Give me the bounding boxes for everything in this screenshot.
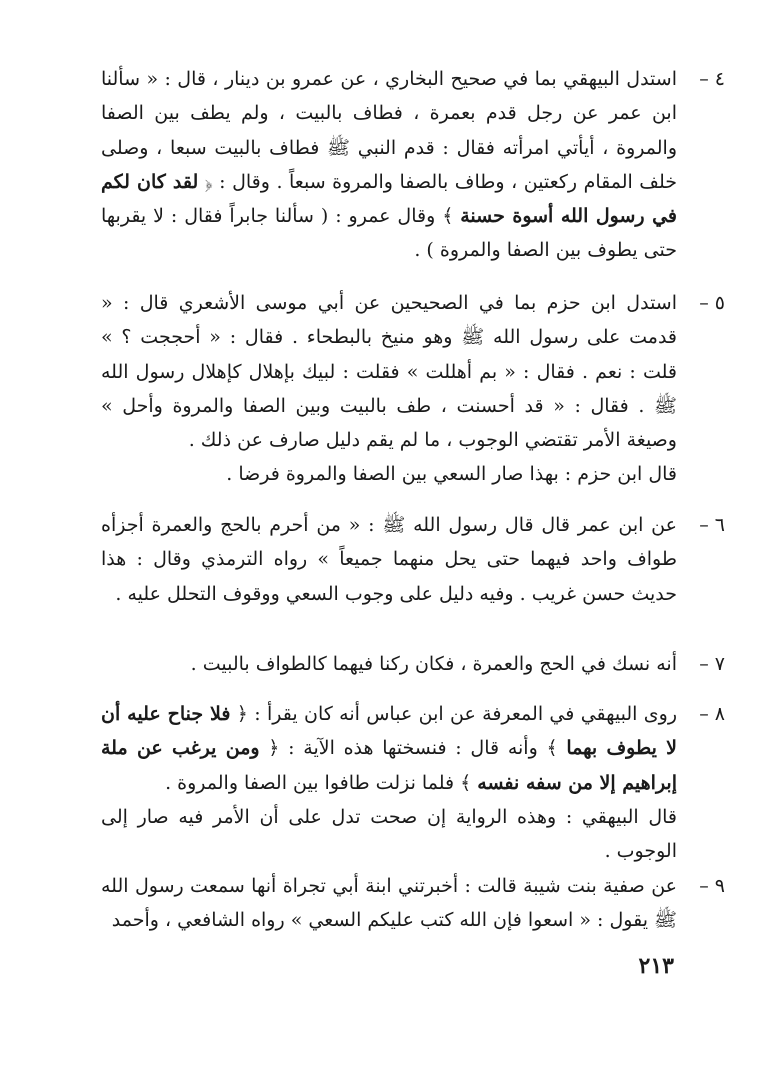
- text-segment: أنه نسك في الحج والعمرة ، فكان ركنا فيهما كالطواف بالبيت .: [190, 653, 677, 675]
- page-number: ٢١٣: [638, 953, 674, 979]
- item-text: [101, 286, 677, 492]
- text-segment: عن ابن عمر قال قال رسول الله ﷺ : « من أحرم بالحج والعمرة أجزأه طواف واحد فيهما حتى يحل منهما جميعاً » رواه الترمذي وقال : هذا حديث حسن غريب . وفيه دليل على وجوب السعي ووقوف التحلل عليه .: [101, 514, 677, 605]
- list-item: [101, 869, 725, 938]
- item-text: [101, 508, 677, 611]
- item-number: ٦ –: [699, 514, 725, 536]
- item-number: ٤ –: [699, 68, 725, 90]
- paragraph-note: قال البيهقي : وهذه الرواية إن صحت تدل على أن الأمر فيه صار إلى الوجوب .: [101, 805, 677, 863]
- text-segment: عن صفية بنت شيبة قالت : أخبرتني ابنة أبي تجراة أنها سمعت رسول الله ﷺ يقول : « اسعوا فإن الله كتب عليكم السعي » رواه الشافعي ، وأحمد: [101, 875, 677, 932]
- text-segment: استدل البيهقي بما في صحيح البخاري ، عن عمرو بن دينار ، قال : « سألنا ابن عمر عن رجل قدم بعمرة ، فطاف بالبيت ، ولم يطف بين الصفا والمروة ، أيأتي امرأته فقال : قدم النبي ﷺ فطاف بالبيت سبعا ، وصلى خلف المقام ركعتين ، وطاف بالصفا والمروة سبعاً . وقال : ﴿: [101, 68, 678, 193]
- list-item: [101, 697, 725, 868]
- item-text: [101, 62, 677, 268]
- quran-verse: فلا جناح عليه أن لا يطوف بهما: [101, 703, 677, 760]
- paragraph-note: قال ابن حزم : بهذا صار السعي بين الصفا والمروة فرضا .: [226, 463, 677, 486]
- paragraph: [101, 286, 677, 457]
- quran-verse: ومن يرغب عن ملة إبراهيم إلا من سفه نفسه: [101, 737, 677, 794]
- item-text: [101, 647, 677, 681]
- item-text: [101, 697, 677, 868]
- item-number: ٨ –: [699, 703, 725, 725]
- list-item: [101, 647, 725, 681]
- list-item: [101, 286, 725, 492]
- quran-verse: لقد كان لكم في رسول الله أسوة حسنة: [101, 170, 677, 228]
- text-segment: روى البيهقي في المعرفة عن ابن عباس أنه كان يقرأ : ﴿: [230, 703, 677, 725]
- item-number: ٧ –: [699, 653, 725, 675]
- item-text: [101, 869, 677, 938]
- paragraph: [101, 62, 677, 268]
- paragraph: [101, 697, 677, 800]
- paragraph: [101, 869, 677, 938]
- list-item: [101, 62, 725, 268]
- text-segment: استدل ابن حزم بما في الصحيحين عن أبي موسى الأشعري قال : « قدمت على رسول الله ﷺ وهو منيخ بالبطحاء . فقال : « أحججت ؟ » قلت : نعم . فقال : « بم أهللت » فقلت : لبيك بإهلال كإهلال رسول الله ﷺ . فقال : « قد أحسنت ، طف بالبيت وبين الصفا والمروة وأحل » وصيغة الأمر تقتضي الوجوب ، ما لم يقم دليل صارف عن ذلك .: [101, 292, 677, 452]
- item-number: ٩ –: [699, 875, 725, 897]
- text-segment: ﴾ وأنه قال : فنسختها هذه الآية : ﴿: [259, 737, 567, 760]
- item-number: ٥ –: [699, 292, 725, 314]
- text-segment: ﴾ وقال عمرو : ( سألنا جابراً فقال : لا يقربها حتى يطوف بين الصفا والمروة ) .: [101, 205, 677, 262]
- text-segment: ﴾ فلما نزلت طافوا بين الصفا والمروة .: [165, 771, 478, 794]
- paragraph: [101, 508, 677, 611]
- list-item: [101, 508, 725, 611]
- paragraph: [101, 647, 677, 681]
